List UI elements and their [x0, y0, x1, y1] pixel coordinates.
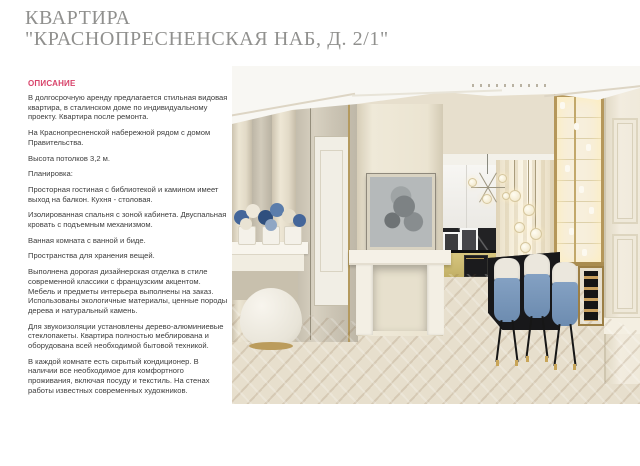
stool-foot — [573, 364, 576, 370]
description-paragraph: Планировка: — [28, 169, 73, 179]
pendant-light — [523, 204, 535, 216]
stool-leg — [495, 320, 502, 362]
stool-back — [494, 278, 520, 322]
pendant-cord — [528, 160, 529, 206]
wall-panel-molding — [612, 118, 638, 224]
framed-artwork — [367, 174, 435, 250]
gold-trim — [348, 92, 350, 342]
bar-stool — [494, 258, 524, 368]
description-paragraph: Изолированная спальня с зоной кабинета. Двуспальная кровать с подъемным механизмом. — [28, 210, 227, 230]
pendant-cord — [535, 160, 536, 228]
chandelier-globe — [482, 194, 492, 204]
stool-leg — [511, 320, 518, 362]
chandelier-globe — [498, 174, 507, 183]
lighted-display-cabinet — [554, 94, 604, 265]
firebox — [373, 265, 427, 331]
stool-foot — [545, 356, 548, 362]
stool-leg — [525, 316, 532, 358]
stool-back — [552, 282, 578, 326]
white-pouf — [240, 288, 302, 348]
fireplace-surround — [356, 265, 373, 335]
description-section-label: ОПИСАНИЕ — [28, 79, 76, 88]
pendant-light — [509, 190, 521, 202]
description-paragraph: Выполнена дорогая дизайнерская отделка в стиле современной классики с французским акцентом. Мебель и предметы интерьера выполнены на заказ. Использованы экологичные материалы, ценные породы дерева и натуральный камень. — [28, 267, 228, 315]
description-paragraph: В долгосрочную аренду предлагается стильная видовая квартира, в сталинском доме по индивидуальному проекту. Квартира после ремонта. — [28, 93, 228, 122]
stool-foot — [554, 364, 557, 370]
reflected-door-panel — [320, 150, 343, 272]
cabinet-dishware — [560, 102, 565, 109]
page-title-line1: КВАРТИРА — [25, 7, 131, 29]
stool-leg — [569, 324, 576, 366]
bar-stool — [552, 262, 582, 374]
cabinet-seam — [466, 165, 467, 228]
description-paragraph: Высота потолков 3,2 м. — [28, 153, 111, 163]
description-paragraph: На Краснопресненской набережной рядом с домом Правительства. — [28, 128, 211, 147]
fireplace-surround — [427, 265, 444, 335]
stool-foot — [526, 356, 529, 362]
dentil-molding — [472, 84, 552, 87]
wall-panel-molding — [612, 234, 638, 314]
description-paragraph: Просторная гостиная с библиотекой и камином имеет выход на балкон. Кухня - столовая. — [28, 184, 219, 204]
fireplace-mantel — [349, 250, 451, 265]
pouf-gold-base — [249, 342, 293, 350]
cabinet-divider — [574, 96, 576, 262]
apartment-interior-photo — [232, 66, 640, 404]
pendant-light — [520, 242, 531, 253]
chandelier-stem — [487, 154, 488, 174]
description-paragraph: Для звукоизоляции установлены дерево-алюминиевые стеклопакеты. Квартира полностью меблирована и оборудована всей необходимой бытовой техникой. — [28, 321, 224, 351]
console-drawer — [232, 254, 304, 271]
hydrangea-flowers — [293, 214, 306, 227]
flower-vase — [284, 226, 302, 245]
description-paragraph: В каждой комнате есть скрытый кондиционер. В наличии все необходимое для комфортного проживания, включая посуду и текстиль. На стенах работы известных современных художников. — [28, 356, 210, 395]
description-paragraph: Ванная комната с ванной и биде. — [28, 235, 146, 245]
stool-leg — [541, 316, 548, 358]
pendant-cord — [514, 160, 515, 192]
page-title-line2: "КРАСНОПРЕСНЕНСКАЯ НАБ, Д. 2/1" — [25, 28, 389, 50]
stool-back — [524, 274, 550, 318]
hydrangea-flowers — [240, 218, 252, 230]
hydrangea-flowers — [265, 219, 277, 231]
chandelier-globe — [502, 192, 510, 200]
chandelier-globe — [468, 178, 477, 187]
page-title — [25, 8, 445, 50]
pendant-light — [530, 228, 542, 240]
stool-leg — [553, 324, 560, 366]
bar-stool — [524, 254, 554, 366]
pendant-light — [514, 222, 525, 233]
description-text — [28, 93, 228, 402]
description-paragraph: Пространства для хранения вещей. — [28, 251, 155, 261]
stool-foot — [515, 360, 518, 366]
mirror-seam — [310, 94, 311, 340]
stool-foot — [496, 360, 499, 366]
oven-handle — [466, 258, 484, 259]
